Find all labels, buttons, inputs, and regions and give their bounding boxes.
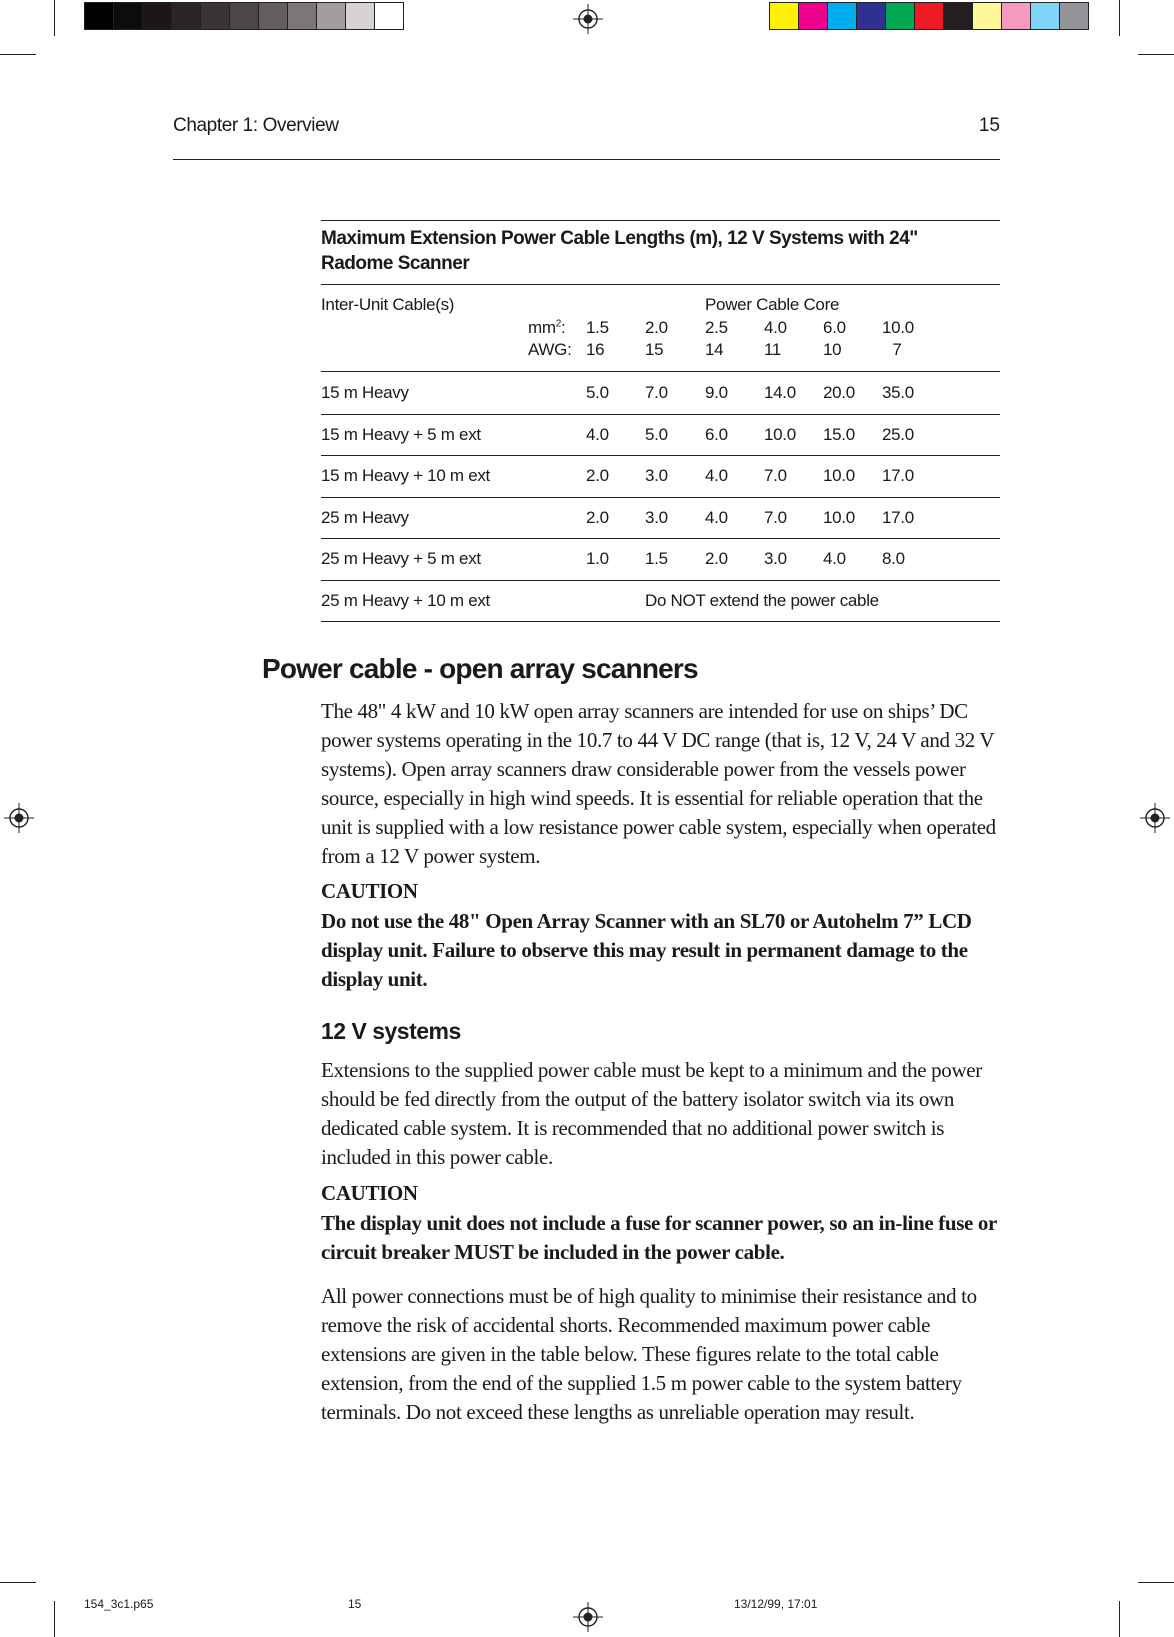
awg-value: 11 xyxy=(764,340,782,359)
column-header-core: Power Cable Core xyxy=(705,295,840,314)
color-swatch xyxy=(201,3,230,29)
paragraph-12v: Extensions to the supplied power cable must be kept to a minimum and the power should be fed directly from the output of the battery isolator switch via its own dedicated cable system. It is recommended that no additional power switch is included in this power cable. xyxy=(321,1058,982,1169)
footer-page: 15 xyxy=(348,1597,362,1611)
color-swatch xyxy=(317,3,346,29)
footer-filename: 154_3c1.p65 xyxy=(84,1597,154,1611)
mm2-value: 1.5 xyxy=(586,318,609,337)
intro-paragraph: The 48" 4 kW and 10 kW open array scanners are intended for use on ships’ DC power systems operating in the 10.7 to 44 V DC range (that is, 12 V, 24 V and 32 V systems). Open array scanners draw considerable power from the vessels power source, especially in high wind speeds. It is essential for reliable operation that the unit is supplied with a low resistance power cable system, especially when operated from a 12 V power system. xyxy=(321,699,996,868)
row-rule xyxy=(321,455,1000,456)
table-cell: 10.0 xyxy=(764,424,796,444)
cable-length-table xyxy=(321,220,1000,622)
table-cell: 2.0 xyxy=(586,507,609,527)
color-swatch xyxy=(1031,3,1060,29)
caution-text: The display unit does not include a fuse for scanner power, so an in-line fuse or circuit breaker MUST be included in the power cable. xyxy=(321,1211,997,1264)
mm2-value: 2.0 xyxy=(645,318,668,337)
color-swatch xyxy=(973,3,1002,29)
awg-value: 7 xyxy=(892,340,902,359)
mm2-value: 4.0 xyxy=(764,318,787,337)
registration-mark-icon xyxy=(1140,803,1170,833)
color-swatch xyxy=(114,3,143,29)
running-header: Chapter 1: Overview xyxy=(173,115,339,136)
color-swatch xyxy=(857,3,886,29)
table-cell: 1.0 xyxy=(586,549,609,568)
table-cell: 3.0 xyxy=(764,549,787,568)
awg-value: 10 xyxy=(823,340,842,359)
color-swatch xyxy=(259,3,288,29)
table-header-rule xyxy=(321,371,1000,372)
table-cell: 25.0 xyxy=(882,424,914,444)
table-cell: 2.0 xyxy=(586,466,609,485)
table-cell: 15.0 xyxy=(823,424,855,444)
table-cell: 7.0 xyxy=(645,383,668,402)
row-rule xyxy=(321,621,1000,622)
table-cell: 1.5 xyxy=(645,549,668,568)
awg-value: 14 xyxy=(705,340,724,359)
row-label: 25 m Heavy + 5 m ext xyxy=(321,549,481,568)
registration-mark-icon xyxy=(573,4,603,34)
table-cell: 4.0 xyxy=(705,507,728,527)
awg-value: 15 xyxy=(645,340,664,359)
table-cell: 20.0 xyxy=(823,383,855,402)
color-swatch xyxy=(1002,3,1031,29)
color-swatch xyxy=(172,3,201,29)
color-swatch xyxy=(944,3,973,29)
table-cell: 6.0 xyxy=(705,424,728,444)
registration-mark-icon xyxy=(4,803,34,833)
row-label: 15 m Heavy + 5 m ext xyxy=(321,424,481,444)
table-cell: 5.0 xyxy=(645,424,668,444)
color-swatch xyxy=(143,3,172,29)
table-cell: 17.0 xyxy=(882,507,914,527)
color-swatch xyxy=(915,3,944,29)
row-label: 25 m Heavy xyxy=(321,507,409,527)
table-cell: 7.0 xyxy=(764,507,787,527)
color-swatch xyxy=(288,3,317,29)
row-label: 15 m Heavy + 10 m ext xyxy=(321,466,490,485)
footer-timestamp: 13/12/99, 17:01 xyxy=(734,1597,818,1611)
table-cell: 5.0 xyxy=(586,383,609,402)
table-cell: 3.0 xyxy=(645,466,668,485)
mm2-label: $mm^2$: xyxy=(528,318,566,337)
awg-value: 16 xyxy=(586,340,605,359)
row-rule xyxy=(321,414,1000,415)
table-cell: 4.0 xyxy=(823,549,846,568)
table-cell: 10.0 xyxy=(823,466,855,485)
table-top-rule xyxy=(321,220,1000,221)
row-label: 25 m Heavy + 10 m ext xyxy=(321,590,490,610)
table-cell: 35.0 xyxy=(882,383,914,402)
color-swatch xyxy=(799,3,828,29)
color-calibration-bar xyxy=(769,2,1089,30)
column-header-cable: Inter-Unit Cable(s) xyxy=(321,295,455,314)
color-swatch xyxy=(770,3,799,29)
registration-mark-icon xyxy=(573,1602,603,1632)
table-cell: 4.0 xyxy=(586,424,609,444)
row-rule xyxy=(321,538,1000,539)
table-cell: 8.0 xyxy=(882,549,905,568)
subheading-12v: 12 V systems xyxy=(321,1018,461,1044)
table-cell: 10.0 xyxy=(823,507,855,527)
color-swatch xyxy=(230,3,259,29)
mm2-value: 2.5 xyxy=(705,318,728,337)
table-cell: 7.0 xyxy=(764,466,787,485)
mm2-value: 10.0 xyxy=(882,318,914,337)
row-rule xyxy=(321,497,1000,498)
color-swatch xyxy=(375,3,403,29)
caution-label: CAUTION xyxy=(321,1181,418,1205)
table-title-rule xyxy=(321,284,1000,285)
row-note: Do NOT extend the power cable xyxy=(645,590,879,610)
color-swatch xyxy=(1060,3,1088,29)
table-cell: 4.0 xyxy=(705,466,728,485)
connections-paragraph: All power connections must be of high quality to minimise their resistance and to remove the risk of accidental shorts. Recommended maximum power cable extensions are given in the table below. These figures relate to the total cable extension, from the end of the supplied 1.5 m power cable to the system battery terminals. Do not exceed these lengths as unreliable operation may result. xyxy=(321,1284,977,1424)
page-number: 15 xyxy=(978,115,1000,136)
header-rule xyxy=(173,159,1000,160)
table-cell: 17.0 xyxy=(882,466,914,485)
grayscale-calibration-bar xyxy=(84,2,404,30)
row-rule xyxy=(321,580,1000,581)
caution-text: Do not use the 48" Open Array Scanner with an SL70 or Autohelm 7” LCD display unit. Failure to observe this may result in permanent damage to the display unit. xyxy=(321,909,972,991)
table-cell: 2.0 xyxy=(705,549,728,568)
row-label: 15 m Heavy xyxy=(321,383,409,402)
caution-label: CAUTION xyxy=(321,879,418,903)
table-title: Maximum Extension Power Cable Lengths (m), 12 V Systems with 24" Radome Scanner xyxy=(321,228,918,274)
color-swatch xyxy=(886,3,915,29)
table-cell: 3.0 xyxy=(645,507,668,527)
section-heading: Power cable - open array scanners xyxy=(262,653,698,684)
table-cell: 14.0 xyxy=(764,383,796,402)
awg-label: AWG: xyxy=(528,340,572,359)
mm2-value: 6.0 xyxy=(823,318,846,337)
color-swatch xyxy=(85,3,114,29)
color-swatch xyxy=(346,3,375,29)
color-swatch xyxy=(828,3,857,29)
table-cell: 9.0 xyxy=(705,383,728,402)
